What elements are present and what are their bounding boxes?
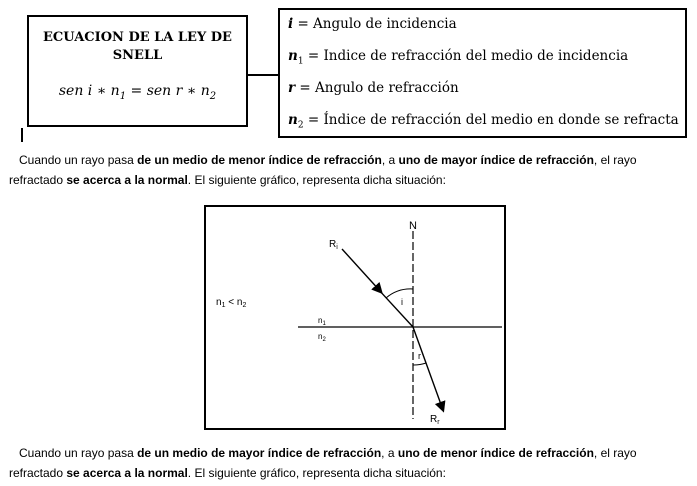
p1-text: , el rayo	[593, 153, 637, 167]
legend-row-r	[288, 80, 459, 99]
eq-sub-1: 1	[119, 90, 127, 102]
condition-label: $n_1 < n_2$	[216, 297, 247, 309]
medium1-label: $n_1$	[318, 316, 326, 327]
incident-ray	[378, 289, 413, 327]
legend-row-i	[288, 16, 457, 35]
legend-text: = Angulo de refracción	[299, 80, 459, 96]
incident-ray-label: $R_i$	[329, 239, 338, 251]
legend-row-n2	[288, 112, 679, 131]
legend-text: = Indice de refracción del medio de incidencia	[307, 48, 629, 64]
p1-text: Cuando un rayo pasa	[19, 153, 138, 167]
eq-part-2: = sen r ∗ n	[126, 83, 210, 99]
refracted-ray	[413, 327, 443, 410]
snell-title-line1: ECUACION DE LA LEY DE	[43, 30, 232, 45]
paragraph-1	[9, 150, 693, 190]
p2-text: , a	[381, 446, 398, 460]
p1-text: refractado	[9, 173, 67, 187]
p2-bold: se acerca a la normal	[66, 466, 188, 480]
refraction-figure	[204, 205, 506, 430]
legend-symbol: n	[288, 48, 298, 64]
angle-r-label: r	[418, 351, 421, 361]
legend-text: = Índice de refracción del medio en donde se refracta	[307, 112, 679, 128]
snell-title-line2: SNELL	[112, 48, 163, 63]
p1-bold: de un medio de menor índice de refracción	[137, 153, 382, 167]
legend-text: = Angulo de incidencia	[297, 16, 457, 32]
paragraph-2	[9, 443, 693, 483]
p2-text: Cuando un rayo pasa	[19, 446, 138, 460]
snell-title	[29, 29, 246, 65]
snell-equation-box	[27, 15, 248, 127]
legend-sub: 2	[297, 120, 304, 131]
refraction-diagram	[206, 207, 504, 428]
refracted-ray-label: $R_r$	[430, 414, 440, 426]
p2-bold: de un medio de mayor índice de refracción	[137, 446, 382, 460]
p1-bold: uno de mayor índice de refracción	[398, 153, 594, 167]
p2-text: refractado	[9, 466, 67, 480]
p2-text: . El siguiente gráfico, representa dicha situación:	[187, 466, 446, 480]
p1-text: . El siguiente gráfico, representa dicha situación:	[187, 173, 446, 187]
legend-row-n1	[288, 48, 628, 67]
legend-sub: 1	[297, 56, 304, 67]
angle-r-arc	[413, 363, 426, 365]
text-cursor	[21, 128, 23, 142]
normal-label: N	[409, 220, 417, 232]
legend-symbol: i	[288, 16, 294, 32]
snell-equation	[29, 83, 246, 102]
medium2-label: $n_2$	[318, 332, 326, 343]
incident-ray-arrow	[342, 249, 381, 292]
p2-bold: uno de menor índice de refracción	[397, 446, 594, 460]
angle-i-label: i	[401, 297, 403, 307]
legend-symbol: n	[288, 112, 298, 128]
legend-symbol: r	[288, 80, 296, 96]
eq-sub-2: 2	[209, 90, 217, 102]
legend-box	[278, 8, 687, 138]
p1-text: , a	[381, 153, 399, 167]
angle-i-arc	[386, 289, 413, 298]
p1-bold: se acerca a la normal	[66, 173, 188, 187]
eq-part-1: sen i ∗ n	[58, 83, 120, 99]
p2-text: , el rayo	[593, 446, 637, 460]
connector-line	[248, 74, 278, 76]
